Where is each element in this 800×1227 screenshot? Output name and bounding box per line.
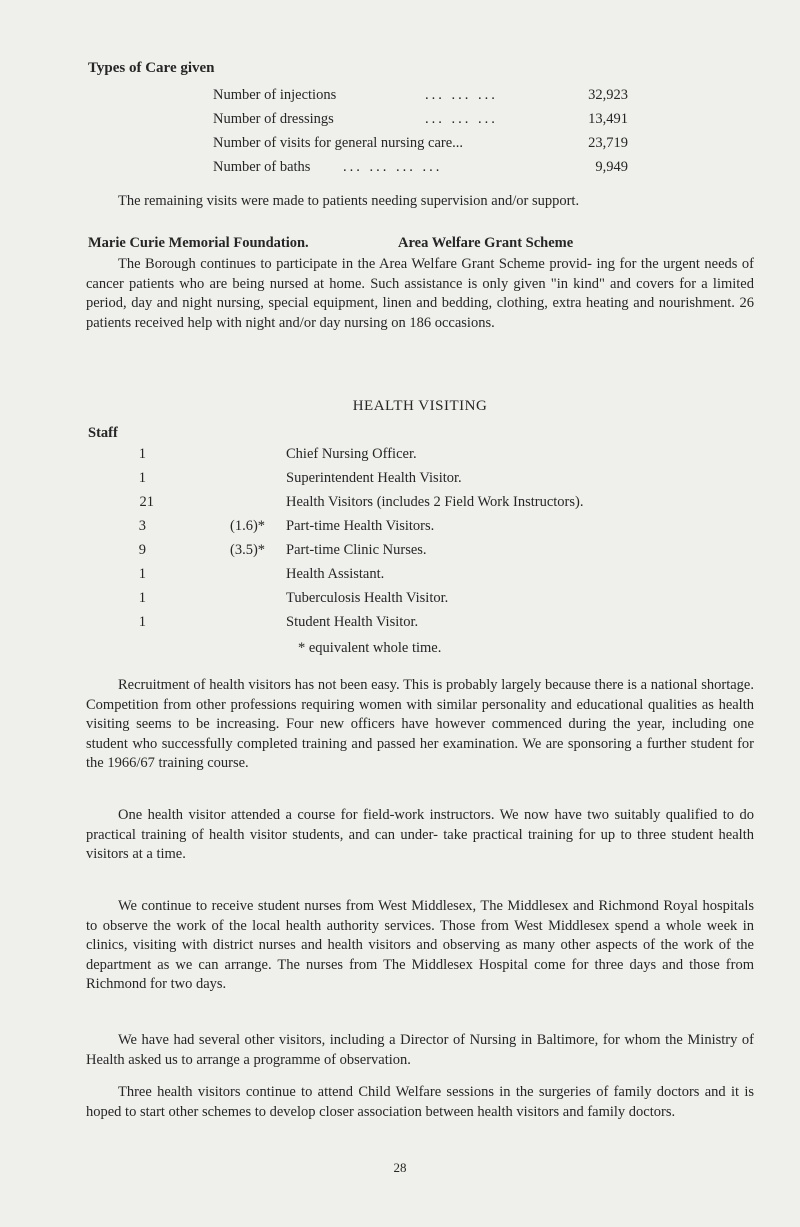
staff-fte: (1.6)*	[230, 518, 266, 534]
paragraph-text: The Borough continues to participate in the Area Welfare Grant Scheme provid- ing for the urgent needs of cancer patients who are being nursed at home. Such assistance is only given "in kind" and covers for a limited period, day and night nursing, special equipment, linen and bedding, clothing, extra heating and nourishment. 26 patients received help with night and/or day nursing on 186 occasions.	[86, 256, 754, 331]
care-row	[213, 159, 628, 179]
paragraph-text: Three health visitors continue to attend Child Welfare sessions in the surgeries of family doctors and it is hoped to start other schemes to develop closer association between health visitors and family doctors.	[86, 1084, 754, 1120]
staff-description: Tuberculosis Health Visitor.	[286, 590, 449, 606]
staff-description: Health Visitors (includes 2 Field Work Instructors).	[286, 494, 584, 510]
types-of-care-heading: Types of Care given	[88, 60, 215, 76]
care-value: 13,491	[588, 111, 628, 127]
staff-count: 1	[138, 614, 146, 630]
care-value: 23,719	[588, 135, 628, 151]
staff-row	[118, 470, 718, 490]
staff-description: Part-time Clinic Nurses.	[286, 542, 427, 558]
staff-count: 1	[138, 470, 146, 486]
care-label: Number of visits for general nursing care...	[213, 135, 464, 151]
staff-fte: (3.5)*	[230, 542, 266, 558]
staff-row	[118, 446, 718, 466]
staff-count: 1	[138, 590, 146, 606]
staff-description: Health Assistant.	[286, 566, 385, 582]
care-value: 32,923	[588, 87, 628, 103]
staff-row	[118, 590, 718, 610]
staff-row	[118, 566, 718, 586]
recruitment-paragraph	[86, 676, 754, 774]
staff-description: Part-time Health Visitors.	[286, 518, 435, 534]
staff-heading: Staff	[88, 425, 118, 441]
staff-count: 3	[138, 518, 146, 534]
care-row	[213, 87, 628, 107]
remaining-visits-text: The remaining visits were made to patients needing supervision and/or support.	[118, 193, 580, 209]
care-row	[213, 135, 628, 155]
child-welfare-paragraph	[86, 1083, 754, 1122]
staff-row	[118, 542, 718, 562]
care-label: Number of baths	[213, 159, 311, 175]
care-dots: ... ... ...	[425, 111, 498, 127]
staff-row	[118, 614, 718, 634]
staff-count: 1	[138, 446, 146, 462]
care-row	[213, 111, 628, 131]
student-nurses-paragraph	[86, 897, 754, 995]
staff-count: 9	[138, 542, 146, 558]
care-dots: ... ... ...	[425, 87, 498, 103]
care-value: 9,949	[595, 159, 628, 175]
staff-description: Chief Nursing Officer.	[286, 446, 417, 462]
footnote: * equivalent whole time.	[298, 640, 442, 656]
paragraph-text: One health visitor attended a course for field-work instructors. We now have two suitably qualified to do practical training of health visitor students, and can under- take practical training for up to three student health visitors at a time.	[86, 807, 754, 862]
staff-count: 1	[138, 566, 146, 582]
paragraph-text: We continue to receive student nurses from West Middlesex, The Middlesex and Richmond Royal hospitals to observe the work of the local health authority services. Those from West Middlesex spend a whole week in clinics, visiting with district nurses and health visitors and observing as many other aspects of the work of the department as we can arrange. The nurses from The Middlesex Hospital come for three days and those from Richmond for two days.	[86, 898, 754, 992]
staff-count: 21	[139, 494, 154, 510]
staff-row	[118, 518, 718, 538]
staff-description: Student Health Visitor.	[286, 614, 419, 630]
marie-curie-paragraph	[86, 255, 754, 333]
staff-description: Superintendent Health Visitor.	[286, 470, 462, 486]
page-number: 28	[393, 1160, 407, 1175]
paragraph-text: Recruitment of health visitors has not been easy. This is probably largely because there is a national shortage. Competition from other professions requiring women with similar personality and educational qualities as health visiting seems to be increasing. Four new officers have however commenced during the year, including one student who successfully completed training and passed her examination. We are sponsoring a further student for the 1966/67 training course.	[86, 677, 754, 771]
care-label: Number of dressings	[213, 111, 334, 127]
area-welfare-heading: Area Welfare Grant Scheme	[398, 235, 574, 251]
marie-curie-heading: Marie Curie Memorial Foundation.	[88, 235, 309, 251]
care-dots: ... ... ... ...	[343, 159, 443, 175]
paragraph-text: We have had several other visitors, including a Director of Nursing in Baltimore, for whom the Ministry of Health asked us to arrange a programme of observation.	[86, 1032, 754, 1068]
staff-row	[118, 494, 718, 514]
visitors-paragraph	[86, 1031, 754, 1070]
health-visiting-title: HEALTH VISITING	[352, 398, 488, 414]
field-work-paragraph	[86, 806, 754, 865]
care-label: Number of injections	[213, 87, 337, 103]
